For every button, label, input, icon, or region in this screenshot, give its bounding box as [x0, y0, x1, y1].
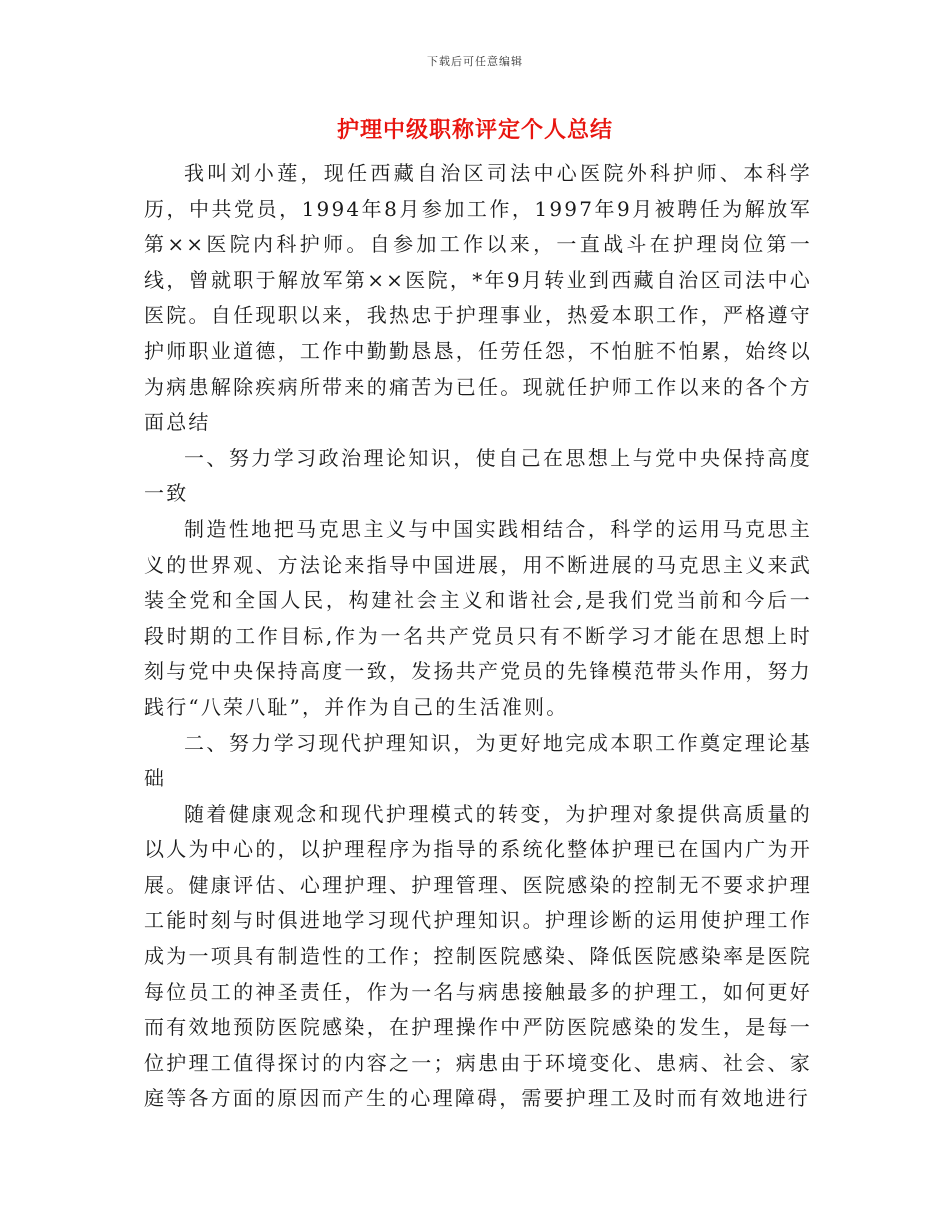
- document-body: [144, 156, 812, 1117]
- section-heading-2: 二、努力学习现代护理知识，为更好地完成本职工作奠定理论基础: [144, 730, 812, 791]
- section-heading-1: 一、努力学习政治理论知识，使自己在思想上与党中央保持高度一致: [144, 445, 812, 506]
- paragraph-section-1: 制造性地把马克思主义与中国实践相结合，科学的运用马克思主义的世界观、方法论来指导中国进展，用不断进展的马克思主义来武装全党和全国人民，构建社会主义和谐社会,是我们党当前和今后一段时期的工作目标,作为一名共产党员只有不断学习才能在思想上时刻与党中央保持高度一致，发扬共产党员的先锋模范带头作用，努力践行“八荣八耻”，并作为自己的生活准则。: [144, 516, 812, 719]
- paragraph-intro: 我叫刘小莲，现任西藏自治区司法中心医院外科护师、本科学历，中共党员，1994年8月参加工作，1997年9月被聘任为解放军第××医院内科护师。自参加工作以来，一直战斗在护理岗位第一线，曾就职于解放军第××医院，*年9月转业到西藏自治区司法中心医院。自任现职以来，我热忠于护理事业，热爱本职工作，严格遵守护师职业道德，工作中勤勤恳恳，任劳任怨，不怕脏不怕累，始终以为病患解除疾病所带来的痛苦为已任。现就任护师工作以来的各个方面总结: [144, 161, 812, 435]
- header-note: 下载后可任意编辑: [427, 55, 523, 68]
- document-title: 护理中级职称评定个人总结: [336, 117, 613, 143]
- paragraph-section-2: 随着健康观念和现代护理模式的转变，为护理对象提供高质量的以人为中心的，以护理程序为指导的系统化整体护理已在国内广为开展。健康评估、心理护理、护理管理、医院感染的控制无不要求护理工能时刻与时俱进地学习现代护理知识。护理诊断的运用使护理工作成为一项具有制造性的工作；控制医院感染、降低医院感染率是医院每位员工的神圣责任，作为一名与病患接触最多的护理工，如何更好而有效地预防医院感染，在护理操作中严防医院感染的发生，是每一位护理工值得探讨的内容之一；病患由于环境变化、患病、社会、家庭等各方面的原因而产生的心理障碍，需要护理工及时而有效地进行: [144, 801, 812, 1111]
